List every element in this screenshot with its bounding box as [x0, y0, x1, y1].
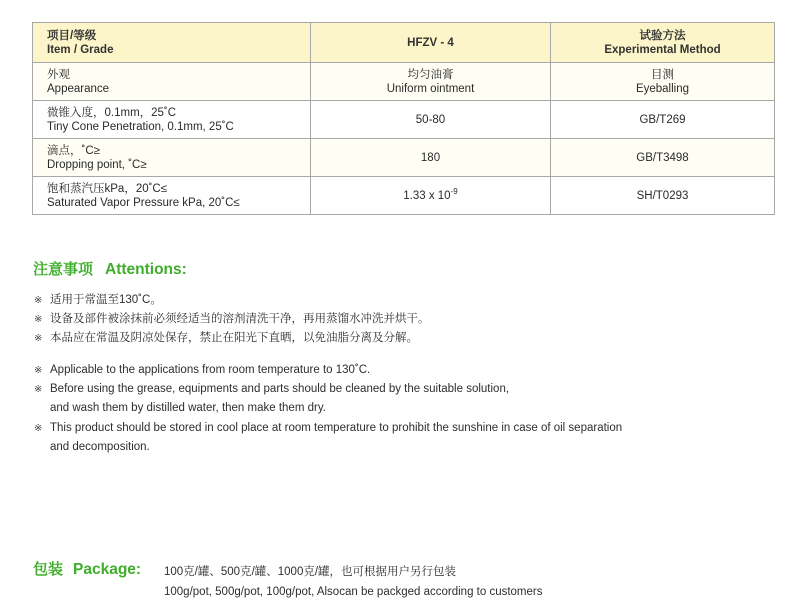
note-text: 适用于常温至130˚C。 — [50, 294, 162, 306]
row-label-zh: 滴点，˚C≥ — [47, 144, 100, 157]
row-method — [551, 63, 775, 101]
row-label — [33, 101, 311, 139]
attentions-title-zh: 注意事项 — [33, 261, 94, 278]
table-row — [33, 139, 775, 177]
list-item — [34, 329, 430, 348]
row-label — [33, 63, 311, 101]
list-item — [34, 380, 622, 418]
row-label-zh: 外观 — [47, 68, 70, 81]
reference-mark-icon: ※ — [34, 384, 43, 396]
row-label-en: Tiny Cone Penetration, 0.1mm, 25˚C — [47, 120, 234, 133]
package-heading — [33, 558, 141, 579]
list-item — [34, 291, 430, 310]
row-label — [33, 139, 311, 177]
note-text-continued: and decomposition. — [50, 440, 150, 453]
table-row — [33, 101, 775, 139]
row-value — [311, 63, 551, 101]
row-label — [33, 177, 311, 215]
spec-table — [32, 22, 775, 215]
reference-mark-icon: ※ — [34, 295, 43, 306]
package-text — [164, 562, 542, 602]
header-item-zh: 项目/等级 — [47, 29, 97, 42]
row-method: SH/T0293 — [551, 177, 775, 215]
reference-mark-icon: ※ — [34, 314, 43, 325]
package-title-en: Package: — [73, 561, 142, 578]
package-line-en: 100g/pot, 500g/pot, 100g/pot, Alsocan be packged according to customers — [164, 586, 543, 598]
attentions-title-en: Attentions: — [105, 261, 187, 278]
reference-mark-icon: ※ — [34, 365, 43, 376]
header-method-en: Experimental Method — [604, 43, 721, 56]
row-method: GB/T269 — [551, 101, 775, 139]
row-label-zh: 微锥入度，0.1mm，25˚C — [47, 106, 177, 119]
row-value: 50-80 — [311, 101, 551, 139]
reference-mark-icon: ※ — [34, 422, 43, 434]
table-header-row — [33, 23, 775, 63]
note-text: 设备及部件被涂抹前必须经适当的溶剂清洗干净，再用蒸馏水冲洗并烘干。 — [50, 313, 430, 325]
list-item — [34, 419, 622, 457]
list-item — [34, 310, 430, 329]
note-text: Before using the grease, equipments and parts should be cleaned by the suitable solution, — [50, 383, 510, 396]
attentions-heading — [33, 258, 187, 279]
header-method-zh: 试验方法 — [639, 29, 686, 42]
note-text: 本品应在常温及阴凉处保存，禁止在阳光下直晒，以免油脂分离及分解。 — [50, 332, 418, 344]
note-text: This product should be stored in cool place at room temperature to prohibit the sunshine in case of oil separation — [50, 421, 623, 434]
list-item — [34, 361, 622, 380]
attentions-list-en — [34, 361, 622, 457]
reference-mark-icon: ※ — [34, 333, 43, 344]
header-item-grade — [33, 23, 311, 63]
row-value: 180 — [311, 139, 551, 177]
row-value-base: 1.33 x 10 — [403, 189, 451, 202]
row-method-en: Eyeballing — [635, 82, 690, 95]
row-label-en: Saturated Vapor Pressure kPa, 20˚C≤ — [47, 196, 240, 209]
row-value-exponent: -9 — [450, 186, 458, 196]
note-text-continued: and wash them by distilled water, then make them dry. — [50, 402, 326, 415]
row-method-zh: 目测 — [651, 68, 674, 81]
row-value-zh: 均匀油膏 — [407, 68, 454, 81]
row-label-en: Appearance — [47, 82, 110, 95]
row-label-zh: 饱和蒸汽压kPa，20˚C≤ — [47, 182, 168, 195]
header-method — [551, 23, 775, 63]
row-method: GB/T3498 — [551, 139, 775, 177]
note-text: Applicable to the applications from room temperature to 130˚C. — [50, 364, 371, 376]
header-grade: HFZV - 4 — [311, 23, 551, 63]
row-value-en: Uniform ointment — [386, 82, 475, 95]
header-item-en: Item / Grade — [47, 43, 114, 56]
row-value — [311, 177, 551, 215]
package-title-zh: 包装 — [33, 561, 64, 578]
table-row — [33, 63, 775, 101]
attentions-list-zh — [34, 291, 430, 348]
row-label-en: Dropping point, ˚C≥ — [47, 158, 147, 171]
table-row — [33, 177, 775, 215]
package-line-zh: 100克/罐、500克/罐、1000克/罐，也可根据用户另行包装 — [164, 566, 457, 578]
